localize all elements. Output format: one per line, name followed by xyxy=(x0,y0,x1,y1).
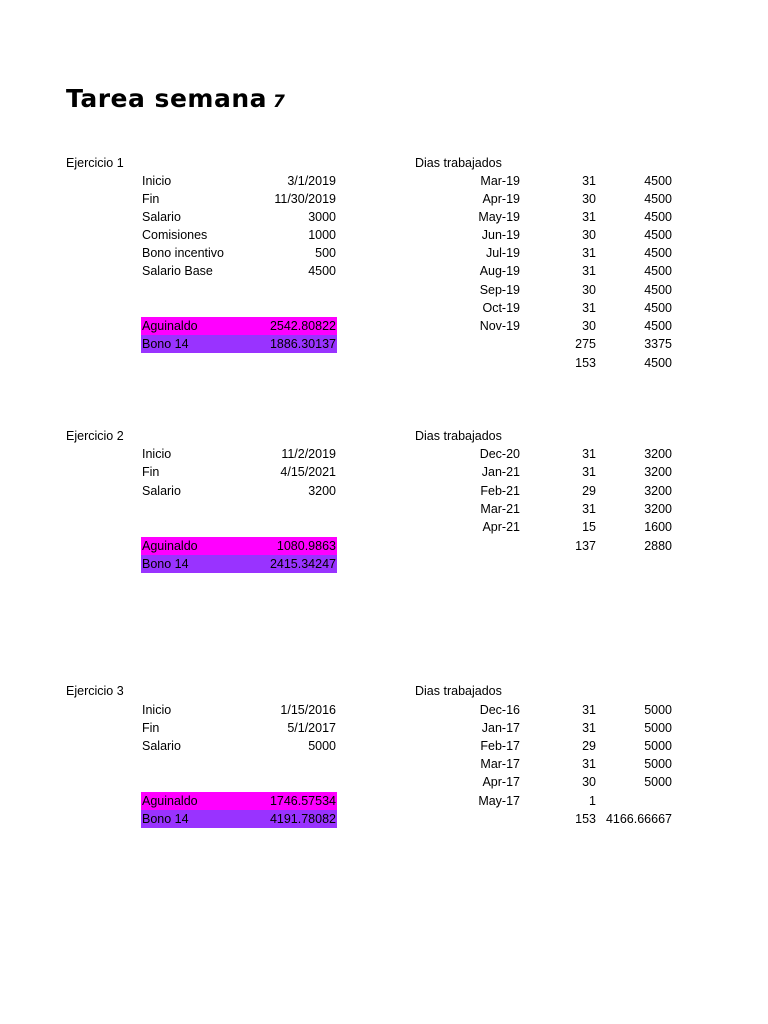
month-label: Apr-17 xyxy=(482,775,520,789)
month-amount: 4500 xyxy=(644,174,672,188)
field-label: Inicio xyxy=(142,447,172,461)
month-days: 31 xyxy=(582,210,596,224)
month-label: Apr-19 xyxy=(482,192,520,206)
field-value: 500 xyxy=(315,246,336,260)
field-label: Salario xyxy=(142,210,181,224)
month-days: 31 xyxy=(582,721,596,735)
aguinaldo-value: 1080.9863 xyxy=(276,539,336,553)
field-label: Bono incentivo xyxy=(142,246,225,260)
total-amount: 3375 xyxy=(644,337,672,351)
month-amount: 5000 xyxy=(644,739,672,753)
bono14-label: Bono 14 xyxy=(142,337,189,351)
month-days: 31 xyxy=(582,264,596,278)
month-amount: 1600 xyxy=(644,520,672,534)
month-label: Mar-17 xyxy=(480,757,520,771)
title-text: Tarea semana xyxy=(66,84,267,113)
month-amount: 3200 xyxy=(644,465,672,479)
month-label: Dec-16 xyxy=(479,703,520,717)
field-label: Fin xyxy=(142,192,160,206)
month-days: 31 xyxy=(582,465,596,479)
exercise-heading: Ejercicio 3 xyxy=(66,684,124,698)
field-label: Salario xyxy=(142,739,181,753)
month-amount: 5000 xyxy=(644,775,672,789)
month-amount: 4500 xyxy=(644,192,672,206)
month-label: Oct-19 xyxy=(482,301,520,315)
aguinaldo-label: Aguinaldo xyxy=(142,539,198,553)
month-days: 30 xyxy=(582,228,596,242)
month-amount: 4500 xyxy=(644,210,672,224)
total-days: 153 xyxy=(575,356,596,370)
field-value: 1000 xyxy=(308,228,336,242)
month-days: 29 xyxy=(582,739,596,753)
bono14-label: Bono 14 xyxy=(142,557,189,571)
total-amount: 4500 xyxy=(644,356,672,370)
month-label: Apr-21 xyxy=(482,520,520,534)
bono14-row xyxy=(141,555,337,573)
dias-trabajados-header: Dias trabajados xyxy=(415,156,502,170)
month-label: Dec-20 xyxy=(479,447,520,461)
field-value: 11/2/2019 xyxy=(281,447,336,461)
exercise-heading: Ejercicio 2 xyxy=(66,429,124,443)
field-label: Salario xyxy=(142,484,181,498)
field-label: Salario Base xyxy=(142,264,213,278)
month-amount: 5000 xyxy=(644,703,672,717)
month-days: 31 xyxy=(582,174,596,188)
month-amount: 4500 xyxy=(644,246,672,260)
month-label: Nov-19 xyxy=(479,319,520,333)
field-label: Inicio xyxy=(142,703,172,717)
aguinaldo-label: Aguinaldo xyxy=(142,319,198,333)
field-label: Inicio xyxy=(142,174,172,188)
total-days: 275 xyxy=(575,337,596,351)
month-days: 31 xyxy=(582,502,596,516)
field-label: Fin xyxy=(142,721,160,735)
aguinaldo-value: 2542.80822 xyxy=(269,319,336,333)
month-amount: 3200 xyxy=(644,484,672,498)
aguinaldo-value: 1746.57534 xyxy=(269,794,336,808)
field-value: 11/30/2019 xyxy=(274,192,336,206)
aguinaldo-row xyxy=(141,792,337,810)
aguinaldo-label: Aguinaldo xyxy=(142,794,198,808)
month-amount: 4500 xyxy=(644,264,672,278)
month-days: 30 xyxy=(582,192,596,206)
month-amount: 5000 xyxy=(644,721,672,735)
month-label: Mar-21 xyxy=(480,502,520,516)
month-label: Jan-17 xyxy=(481,721,520,735)
month-days: 31 xyxy=(582,703,596,717)
aguinaldo-row xyxy=(141,317,337,335)
bono14-value: 2415.34247 xyxy=(269,557,336,571)
month-label: Feb-17 xyxy=(480,739,520,753)
field-value: 3200 xyxy=(308,484,336,498)
month-amount xyxy=(592,792,672,810)
field-label: Comisiones xyxy=(142,228,208,242)
bono14-row xyxy=(141,810,337,828)
total-amount: 2880 xyxy=(644,539,672,553)
month-label: Aug-19 xyxy=(479,264,520,278)
month-label: Jun-19 xyxy=(481,228,520,242)
month-days: 31 xyxy=(582,246,596,260)
month-label: Mar-19 xyxy=(480,174,520,188)
month-days: 31 xyxy=(582,301,596,315)
dias-trabajados-header: Dias trabajados xyxy=(415,684,502,698)
month-days: 1 xyxy=(589,794,596,808)
field-value: 3/1/2019 xyxy=(287,174,336,188)
field-value: 5000 xyxy=(308,739,336,753)
total-amount: 4166.66667 xyxy=(605,812,672,826)
dias-trabajados-header: Dias trabajados xyxy=(415,429,502,443)
month-days: 30 xyxy=(582,283,596,297)
month-label: May-17 xyxy=(478,794,520,808)
bono14-label: Bono 14 xyxy=(142,812,189,826)
bono14-value: 4191.78082 xyxy=(269,812,336,826)
field-label: Fin xyxy=(142,465,160,479)
month-amount: 4500 xyxy=(644,319,672,333)
month-label: Sep-19 xyxy=(479,283,520,297)
title-number: 7 xyxy=(272,92,286,112)
page-title xyxy=(66,84,285,113)
bono14-row xyxy=(141,335,337,353)
month-amount: 3200 xyxy=(644,502,672,516)
month-amount: 4500 xyxy=(644,301,672,315)
field-value: 3000 xyxy=(308,210,336,224)
month-days: 15 xyxy=(582,520,596,534)
month-label: Jul-19 xyxy=(485,246,520,260)
total-days: 153 xyxy=(575,812,596,826)
month-days: 30 xyxy=(582,775,596,789)
total-days: 137 xyxy=(575,539,596,553)
month-days: 31 xyxy=(582,447,596,461)
field-value: 4/15/2021 xyxy=(280,465,336,479)
field-value: 1/15/2016 xyxy=(280,703,336,717)
month-amount: 4500 xyxy=(644,283,672,297)
field-value: 5/1/2017 xyxy=(287,721,336,735)
month-amount: 4500 xyxy=(644,228,672,242)
exercise-heading: Ejercicio 1 xyxy=(66,156,124,170)
month-days: 30 xyxy=(582,319,596,333)
month-label: May-19 xyxy=(478,210,520,224)
month-days: 29 xyxy=(582,484,596,498)
month-label: Feb-21 xyxy=(480,484,520,498)
month-days: 31 xyxy=(582,757,596,771)
bono14-value: 1886.30137 xyxy=(269,337,336,351)
month-amount: 5000 xyxy=(644,757,672,771)
field-value: 4500 xyxy=(308,264,336,278)
month-amount: 3200 xyxy=(644,447,672,461)
aguinaldo-row xyxy=(141,537,337,555)
month-label: Jan-21 xyxy=(481,465,520,479)
